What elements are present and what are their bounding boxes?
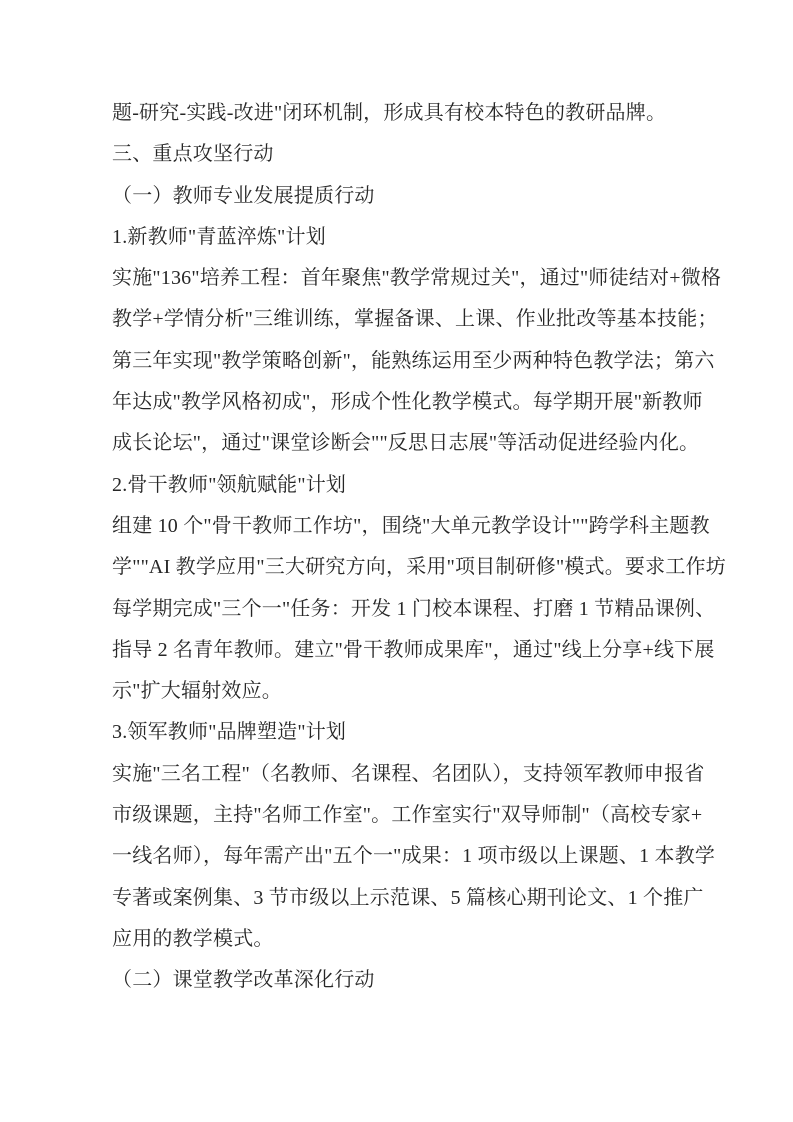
item-heading: 2.骨干教师"领航赋能"计划 bbox=[112, 473, 347, 496]
text-line: 一线名师），每年需产出"五个一"成果：1 项市级以上课题、1 本教学 bbox=[112, 845, 716, 868]
text-line: 第三年实现"教学策略创新"，能熟练运用至少两种特色教学法；第六 bbox=[112, 349, 715, 372]
text-line: 教学+学情分析"三维训练，掌握备课、上课、作业批改等基本技能； bbox=[112, 308, 718, 331]
text-line: 组建 10 个"骨干教师工作坊"，围绕"大单元教学设计""跨学科主题教 bbox=[112, 514, 710, 537]
text-line: 市级课题，主持"名师工作室"。工作室实行"双导师制"（高校专家+ bbox=[112, 804, 703, 827]
text-line: 专著或案例集、3 节市级以上示范课、5 篇核心期刊论文、1 个推广 bbox=[112, 886, 704, 909]
text-line: 应用的教学模式。 bbox=[112, 927, 274, 950]
text-line: 指导 2 名青年教师。建立"骨干教师成果库"，通过"线上分享+线下展 bbox=[112, 638, 715, 661]
text-line: 题-研究-实践-改进"闭环机制，形成具有校本特色的教研品牌。 bbox=[112, 102, 667, 124]
section-heading: 三、重点攻坚行动 bbox=[112, 143, 274, 166]
subsection-heading: （二）课堂教学改革深化行动 bbox=[112, 969, 375, 992]
text-line: 学""AI 教学应用"三大研究方向，采用"项目制研修"模式。要求工作坊 bbox=[112, 556, 726, 579]
item-heading: 3.领军教师"品牌塑造"计划 bbox=[112, 721, 347, 744]
text-line: 实施"136"培养工程：首年聚焦"教学常规过关"，通过"师徒结对+微格 bbox=[112, 267, 722, 290]
text-line: 年达成"教学风格初成"，形成个性化教学模式。每学期开展"新教师 bbox=[112, 391, 703, 414]
item-heading: 1.新教师"青蓝淬炼"计划 bbox=[112, 225, 326, 248]
text-line: 每学期完成"三个一"任务：开发 1 门校本课程、打磨 1 节精品课例、 bbox=[112, 597, 716, 620]
text-line: 实施"三名工程"（名教师、名课程、名团队），支持领军教师申报省 bbox=[112, 762, 705, 785]
text-line: 成长论坛"，通过"课堂诊断会""反思日志展"等活动促进经验内化。 bbox=[112, 432, 700, 455]
document-body bbox=[112, 93, 726, 1002]
subsection-heading: （一）教师专业发展提质行动 bbox=[112, 184, 375, 207]
text-line: 示"扩大辐射效应。 bbox=[112, 680, 282, 703]
